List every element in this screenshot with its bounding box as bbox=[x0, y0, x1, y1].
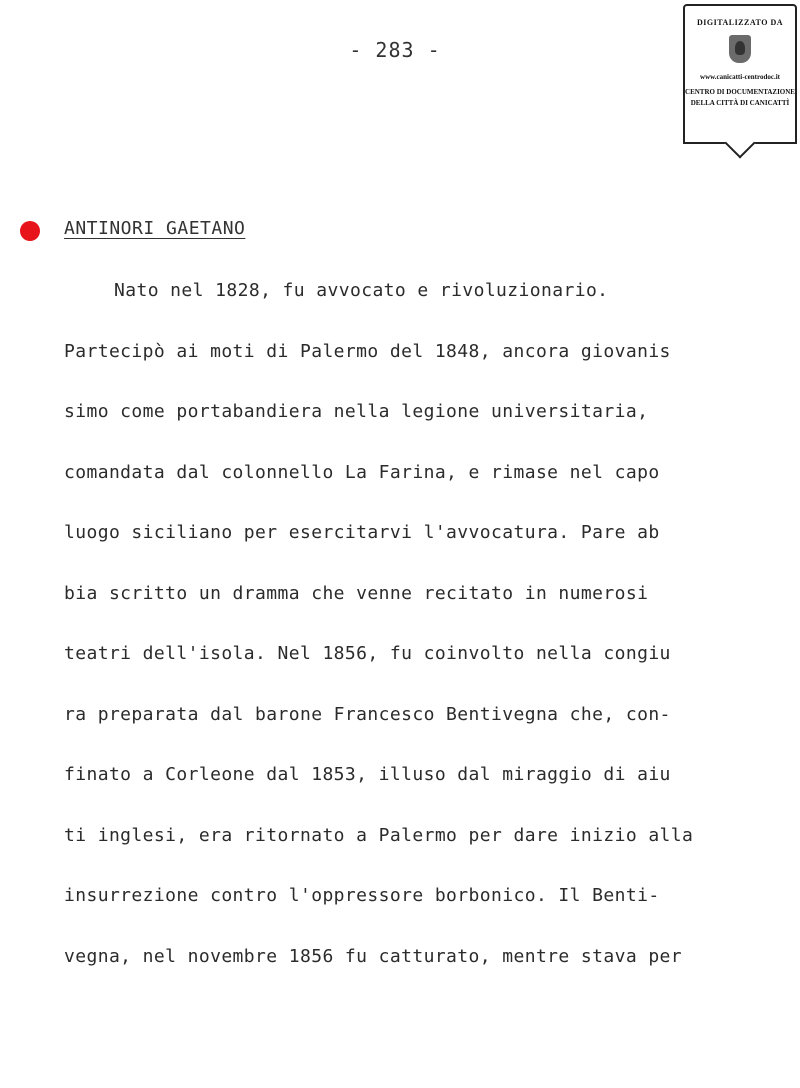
text-line: insurrezione contro l'oppressore borbonico. Il Benti- bbox=[64, 885, 660, 906]
crest-icon bbox=[729, 35, 751, 63]
text-line: bia scritto un dramma che venne recitato in numerosi bbox=[64, 582, 649, 604]
text-line: ra preparata dal barone Francesco Bentivegna che, con- bbox=[64, 703, 671, 725]
text-line: Nato nel 1828, fu avvocato e rivoluzionario. bbox=[114, 280, 609, 301]
stamp-heading: DIGITALIZZATO DA bbox=[696, 18, 784, 27]
text-line: comandata dal colonnello La Farina, e rimase nel capo bbox=[64, 461, 660, 483]
text-line: ti inglesi, era ritornato a Palermo per dare inizio alla bbox=[64, 824, 694, 846]
digitization-stamp bbox=[683, 4, 797, 144]
text-line: finato a Corleone dal 1853, illuso dal miraggio di aiu bbox=[64, 764, 671, 785]
entry-body bbox=[64, 276, 764, 1002]
text-line: Partecipò ai moti di Palermo del 1848, ancora giovanis bbox=[64, 340, 671, 362]
page-number: - 283 - bbox=[349, 38, 441, 62]
text-line: teatri dell'isola. Nel 1856, fu coinvolto nella congiu bbox=[64, 643, 671, 664]
text-line: simo come portabandiera nella legione universitaria, bbox=[64, 401, 649, 422]
stamp-url: www.canicatti-centrodoc.it bbox=[700, 73, 780, 81]
text-line: luogo siciliano per esercitarvi l'avvocatura. Pare ab bbox=[64, 522, 660, 543]
red-dot-marker bbox=[20, 221, 40, 241]
stamp-line-1: CENTRO DI DOCUMENTAZIONE bbox=[685, 88, 795, 96]
stamp-line-2: DELLA CITTÀ DI CANICATTÌ bbox=[690, 99, 790, 107]
text-line: vegna, nel novembre 1856 fu catturato, mentre stava per bbox=[64, 945, 683, 967]
entry-heading: ANTINORI GAETANO bbox=[64, 218, 246, 239]
